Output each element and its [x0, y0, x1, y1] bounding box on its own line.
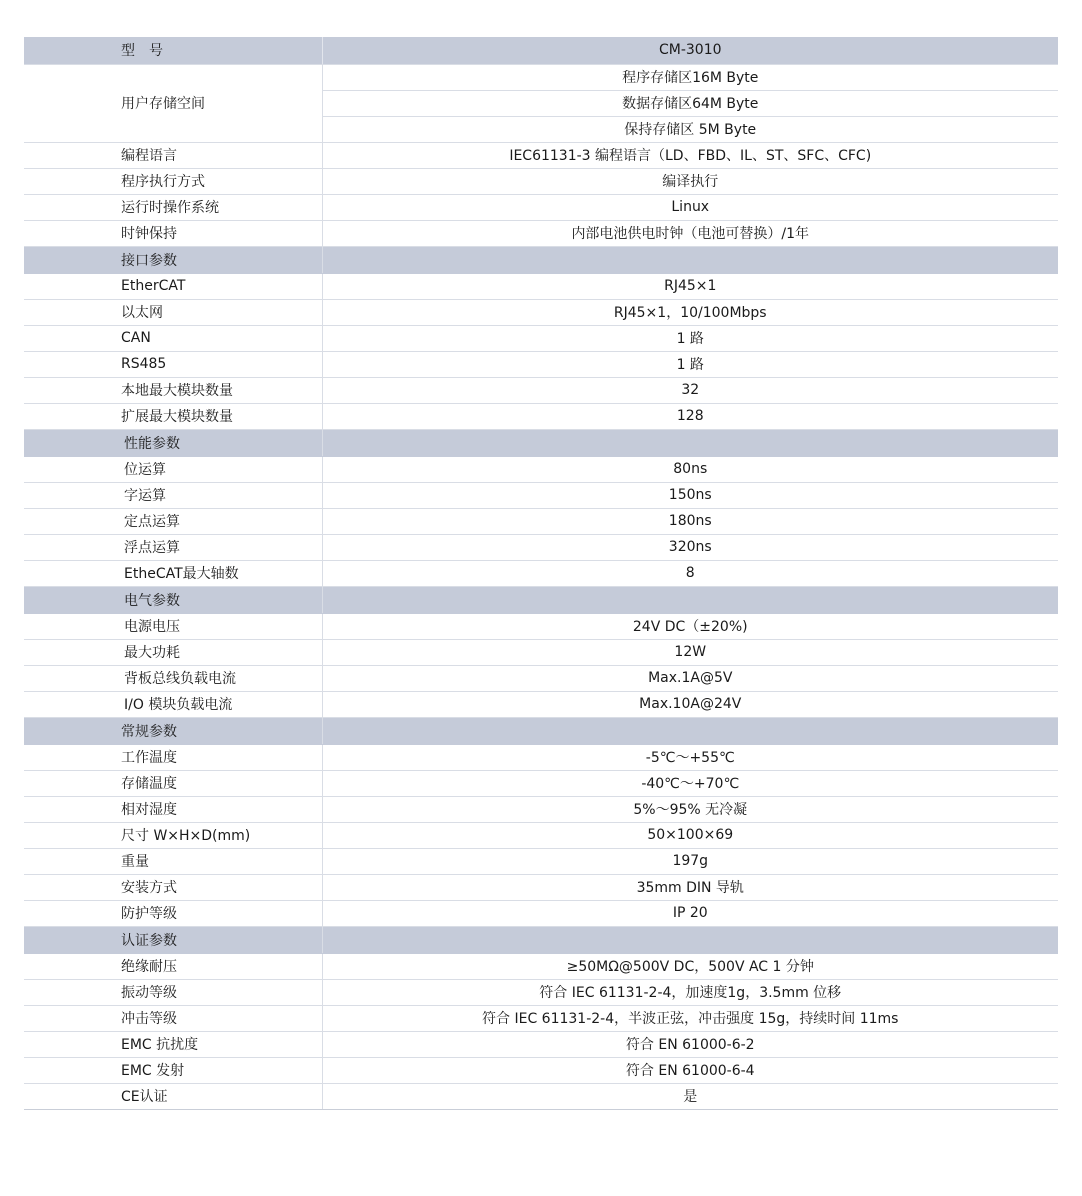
- row-value: 320ns: [322, 534, 1058, 560]
- row-value: 24V DC（±20%): [322, 613, 1058, 639]
- row-value: RJ45×1，10/100Mbps: [322, 299, 1058, 325]
- row-label: 时钟保持: [24, 220, 322, 246]
- section-header-row: [24, 429, 1058, 456]
- table-row: [24, 456, 1058, 482]
- section-title: 电气参数: [24, 586, 322, 613]
- row-label: 位运算: [24, 456, 322, 482]
- table-row: [24, 848, 1058, 874]
- row-label: 最大功耗: [24, 639, 322, 665]
- table-row: [24, 194, 1058, 220]
- row-label: 本地最大模块数量: [24, 377, 322, 403]
- section-blank: [322, 586, 1058, 613]
- row-value: 内部电池供电时钟（电池可替换）/1年: [322, 220, 1058, 246]
- row-value: 符合 IEC 61131-2-4，加速度1g，3.5mm 位移: [322, 979, 1058, 1005]
- row-value: 128: [322, 403, 1058, 429]
- table-row: [24, 1083, 1058, 1109]
- row-label: 相对湿度: [24, 796, 322, 822]
- table-row: [24, 560, 1058, 586]
- row-value: 8: [322, 560, 1058, 586]
- row-label: EMC 抗扰度: [24, 1031, 322, 1057]
- section-title: 认证参数: [24, 926, 322, 953]
- row-label: 扩展最大模块数量: [24, 403, 322, 429]
- row-value: 50×100×69: [322, 822, 1058, 848]
- row-label: 绝缘耐压: [24, 953, 322, 979]
- table-row: [24, 403, 1058, 429]
- table-row: [24, 874, 1058, 900]
- section-blank: [322, 926, 1058, 953]
- row-value: 符合 EN 61000-6-2: [322, 1031, 1058, 1057]
- section-header-row: [24, 246, 1058, 273]
- row-label: EtherCAT: [24, 273, 322, 299]
- section-blank: [322, 717, 1058, 744]
- row-label: 运行时操作系统: [24, 194, 322, 220]
- model-label: 型 号: [24, 37, 322, 64]
- row-label: 安装方式: [24, 874, 322, 900]
- table-row: [24, 691, 1058, 717]
- row-value: 5%～95% 无冷凝: [322, 796, 1058, 822]
- row-value: ≥50MΩ@500V DC，500V AC 1 分钟: [322, 953, 1058, 979]
- row-label: EMC 发射: [24, 1057, 322, 1083]
- storage-label: 用户存储空间: [24, 64, 322, 142]
- row-label: I/O 模块负载电流: [24, 691, 322, 717]
- row-value: 32: [322, 377, 1058, 403]
- row-value: 197g: [322, 848, 1058, 874]
- table-row: [24, 482, 1058, 508]
- section-header-row: [24, 717, 1058, 744]
- row-value: IEC61131-3 编程语言（LD、FBD、IL、ST、SFC、CFC): [322, 142, 1058, 168]
- model-value: CM-3010: [322, 37, 1058, 64]
- table-row: [24, 639, 1058, 665]
- section-title: 性能参数: [24, 429, 322, 456]
- storage-retain-value: 保持存储区 5M Byte: [322, 116, 1058, 142]
- section-title: 常规参数: [24, 717, 322, 744]
- row-label: CAN: [24, 325, 322, 351]
- row-value: 80ns: [322, 456, 1058, 482]
- row-value: 符合 EN 61000-6-4: [322, 1057, 1058, 1083]
- table-row: [24, 665, 1058, 691]
- row-value: 1 路: [322, 351, 1058, 377]
- row-label: 字运算: [24, 482, 322, 508]
- section-header-row: [24, 926, 1058, 953]
- table-row: [24, 953, 1058, 979]
- section-blank: [322, 429, 1058, 456]
- table-row: [24, 168, 1058, 194]
- table-row: [24, 325, 1058, 351]
- table-row: [24, 900, 1058, 926]
- model-header-row: [24, 37, 1058, 64]
- table-row: [24, 796, 1058, 822]
- row-label: 编程语言: [24, 142, 322, 168]
- row-value: -40℃～+70℃: [322, 770, 1058, 796]
- table-row: [24, 142, 1058, 168]
- row-value: 12W: [322, 639, 1058, 665]
- table-row: [24, 534, 1058, 560]
- row-label: 存储温度: [24, 770, 322, 796]
- row-label: 以太网: [24, 299, 322, 325]
- spec-table-body: [24, 37, 1058, 1109]
- row-value: 35mm DIN 导轨: [322, 874, 1058, 900]
- row-value: Max.10A@24V: [322, 691, 1058, 717]
- row-value: 符合 IEC 61131-2-4，半波正弦，冲击强度 15g，持续时间 11ms: [322, 1005, 1058, 1031]
- table-row: [24, 220, 1058, 246]
- row-label: 振动等级: [24, 979, 322, 1005]
- table-row: [24, 508, 1058, 534]
- row-value: RJ45×1: [322, 273, 1058, 299]
- table-row: [24, 613, 1058, 639]
- row-label: EtheCAT最大轴数: [24, 560, 322, 586]
- table-row: [24, 744, 1058, 770]
- row-value: 150ns: [322, 482, 1058, 508]
- section-title: 接口参数: [24, 246, 322, 273]
- row-value: 180ns: [322, 508, 1058, 534]
- row-value: -5℃～+55℃: [322, 744, 1058, 770]
- storage-program-value: 程序存储区16M Byte: [322, 64, 1058, 90]
- row-value: 是: [322, 1083, 1058, 1109]
- row-label: 尺寸 W×H×D(mm): [24, 822, 322, 848]
- row-label: 电源电压: [24, 613, 322, 639]
- row-label: 浮点运算: [24, 534, 322, 560]
- row-label: 重量: [24, 848, 322, 874]
- table-row: [24, 770, 1058, 796]
- table-row: [24, 273, 1058, 299]
- row-label: CE认证: [24, 1083, 322, 1109]
- spec-table: [24, 37, 1058, 1110]
- row-label: RS485: [24, 351, 322, 377]
- table-row: [24, 822, 1058, 848]
- row-value: IP 20: [322, 900, 1058, 926]
- storage-row-1: [24, 64, 1058, 90]
- row-value: Linux: [322, 194, 1058, 220]
- row-value: Max.1A@5V: [322, 665, 1058, 691]
- table-row: [24, 979, 1058, 1005]
- section-blank: [322, 246, 1058, 273]
- storage-data-value: 数据存储区64M Byte: [322, 90, 1058, 116]
- table-row: [24, 1005, 1058, 1031]
- section-header-row: [24, 586, 1058, 613]
- row-label: 冲击等级: [24, 1005, 322, 1031]
- row-label: 背板总线负载电流: [24, 665, 322, 691]
- table-row: [24, 1057, 1058, 1083]
- row-value: 编译执行: [322, 168, 1058, 194]
- table-row: [24, 299, 1058, 325]
- table-row: [24, 1031, 1058, 1057]
- row-label: 程序执行方式: [24, 168, 322, 194]
- row-value: 1 路: [322, 325, 1058, 351]
- table-row: [24, 351, 1058, 377]
- row-label: 防护等级: [24, 900, 322, 926]
- row-label: 工作温度: [24, 744, 322, 770]
- row-label: 定点运算: [24, 508, 322, 534]
- table-row: [24, 377, 1058, 403]
